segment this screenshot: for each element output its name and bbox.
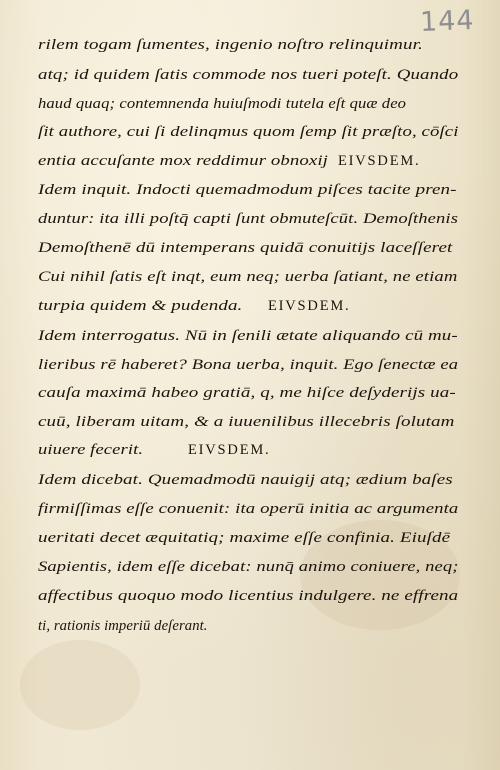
line-text: duntur: ita illi poſtq̄ capti ſunt obmuteſcūt. Demoſthenis: [38, 210, 459, 227]
text-line: [38, 297, 242, 315]
text-line: [38, 471, 453, 489]
line-text: turpia quidem & pudenda.: [38, 297, 243, 314]
line-text: uiuere fecerit.: [38, 441, 144, 458]
line-text: entia accuſante mox reddimur obnoxij: [38, 152, 329, 169]
line-text: firmiſſimas eſſe conuenit: ita operū initia ac argumenta: [38, 500, 459, 517]
text-line: [38, 441, 143, 459]
paper-stain: [20, 640, 140, 730]
heading-text: EIVSDEM.: [188, 442, 271, 458]
text-line: [38, 529, 450, 547]
text-line: [38, 66, 458, 84]
line-text: rilem togam ſumentes, ingenio noſtro relinquimur.: [38, 36, 423, 53]
line-text: Idem interrogatus. Nū in ſenili ætate aliquando cū mu-: [38, 327, 458, 344]
heading-text: EIVSDEM.: [268, 298, 351, 314]
section-heading: [188, 441, 270, 459]
text-line: [38, 152, 328, 170]
text-line: [38, 413, 454, 431]
text-line: [38, 239, 452, 257]
line-text: Sapientis, idem eſſe dicebat: nunq̄ animo coniuere, neq;: [38, 558, 459, 575]
text-line: [38, 617, 208, 635]
section-heading: [268, 297, 350, 315]
line-text: Idem dicebat. Quemadmodū nauigij atq; ædium baſes: [38, 471, 453, 488]
text-line: [38, 356, 458, 374]
line-text: affectibus quoquo modo licentius indulgere. ne effrena: [38, 587, 459, 604]
text-line: [38, 558, 459, 576]
line-text: Idem inquit. Indocti quemadmodum piſces tacite pren-: [38, 181, 457, 198]
text-line: [38, 384, 456, 402]
line-text: Demoſthenē dū intemperans quidā conuitijs laceſſeret: [38, 239, 453, 256]
text-line: [38, 587, 458, 605]
line-text: cauſa maximā habeo gratiā, q, me hiſce deſyderijs ua-: [38, 384, 456, 401]
text-line: [38, 210, 458, 228]
line-text: Cui nihil ſatis eſt inqt, eum neq; uerba ſatiant, ne etiam: [38, 268, 458, 285]
heading-text: EIVSDEM.: [338, 153, 421, 169]
line-text: ueritati decet æquitatiq; maxime eſſe confinia. Eiuſdē: [38, 529, 451, 546]
text-line: [38, 181, 457, 199]
text-line: [38, 36, 423, 54]
line-text: cuū, liberam uitam, & a iuuenilibus illecebris ſolutam: [38, 413, 455, 430]
folio-number: 144: [419, 5, 476, 38]
line-text: lieribus rē haberet? Bona uerba, inquit. Ego ſenectæ ea: [38, 356, 459, 373]
line-text: haud quaq; contemnenda huiuſmodi tutela eſt quæ deo: [38, 95, 407, 112]
line-text: ti, rationis imperiū deſerant.: [38, 617, 208, 634]
section-heading: [338, 152, 420, 170]
text-line: [38, 500, 458, 518]
line-text: ſit authore, cui ſi delinqmus quom ſemp ſit præſto, cōſci: [38, 123, 459, 140]
text-line: [38, 327, 458, 345]
line-text: atq; id quidem ſatis commode nos tueri poteſt. Quando: [38, 66, 459, 83]
text-line: [38, 123, 459, 141]
text-line: [38, 268, 457, 286]
text-line: [38, 95, 406, 113]
